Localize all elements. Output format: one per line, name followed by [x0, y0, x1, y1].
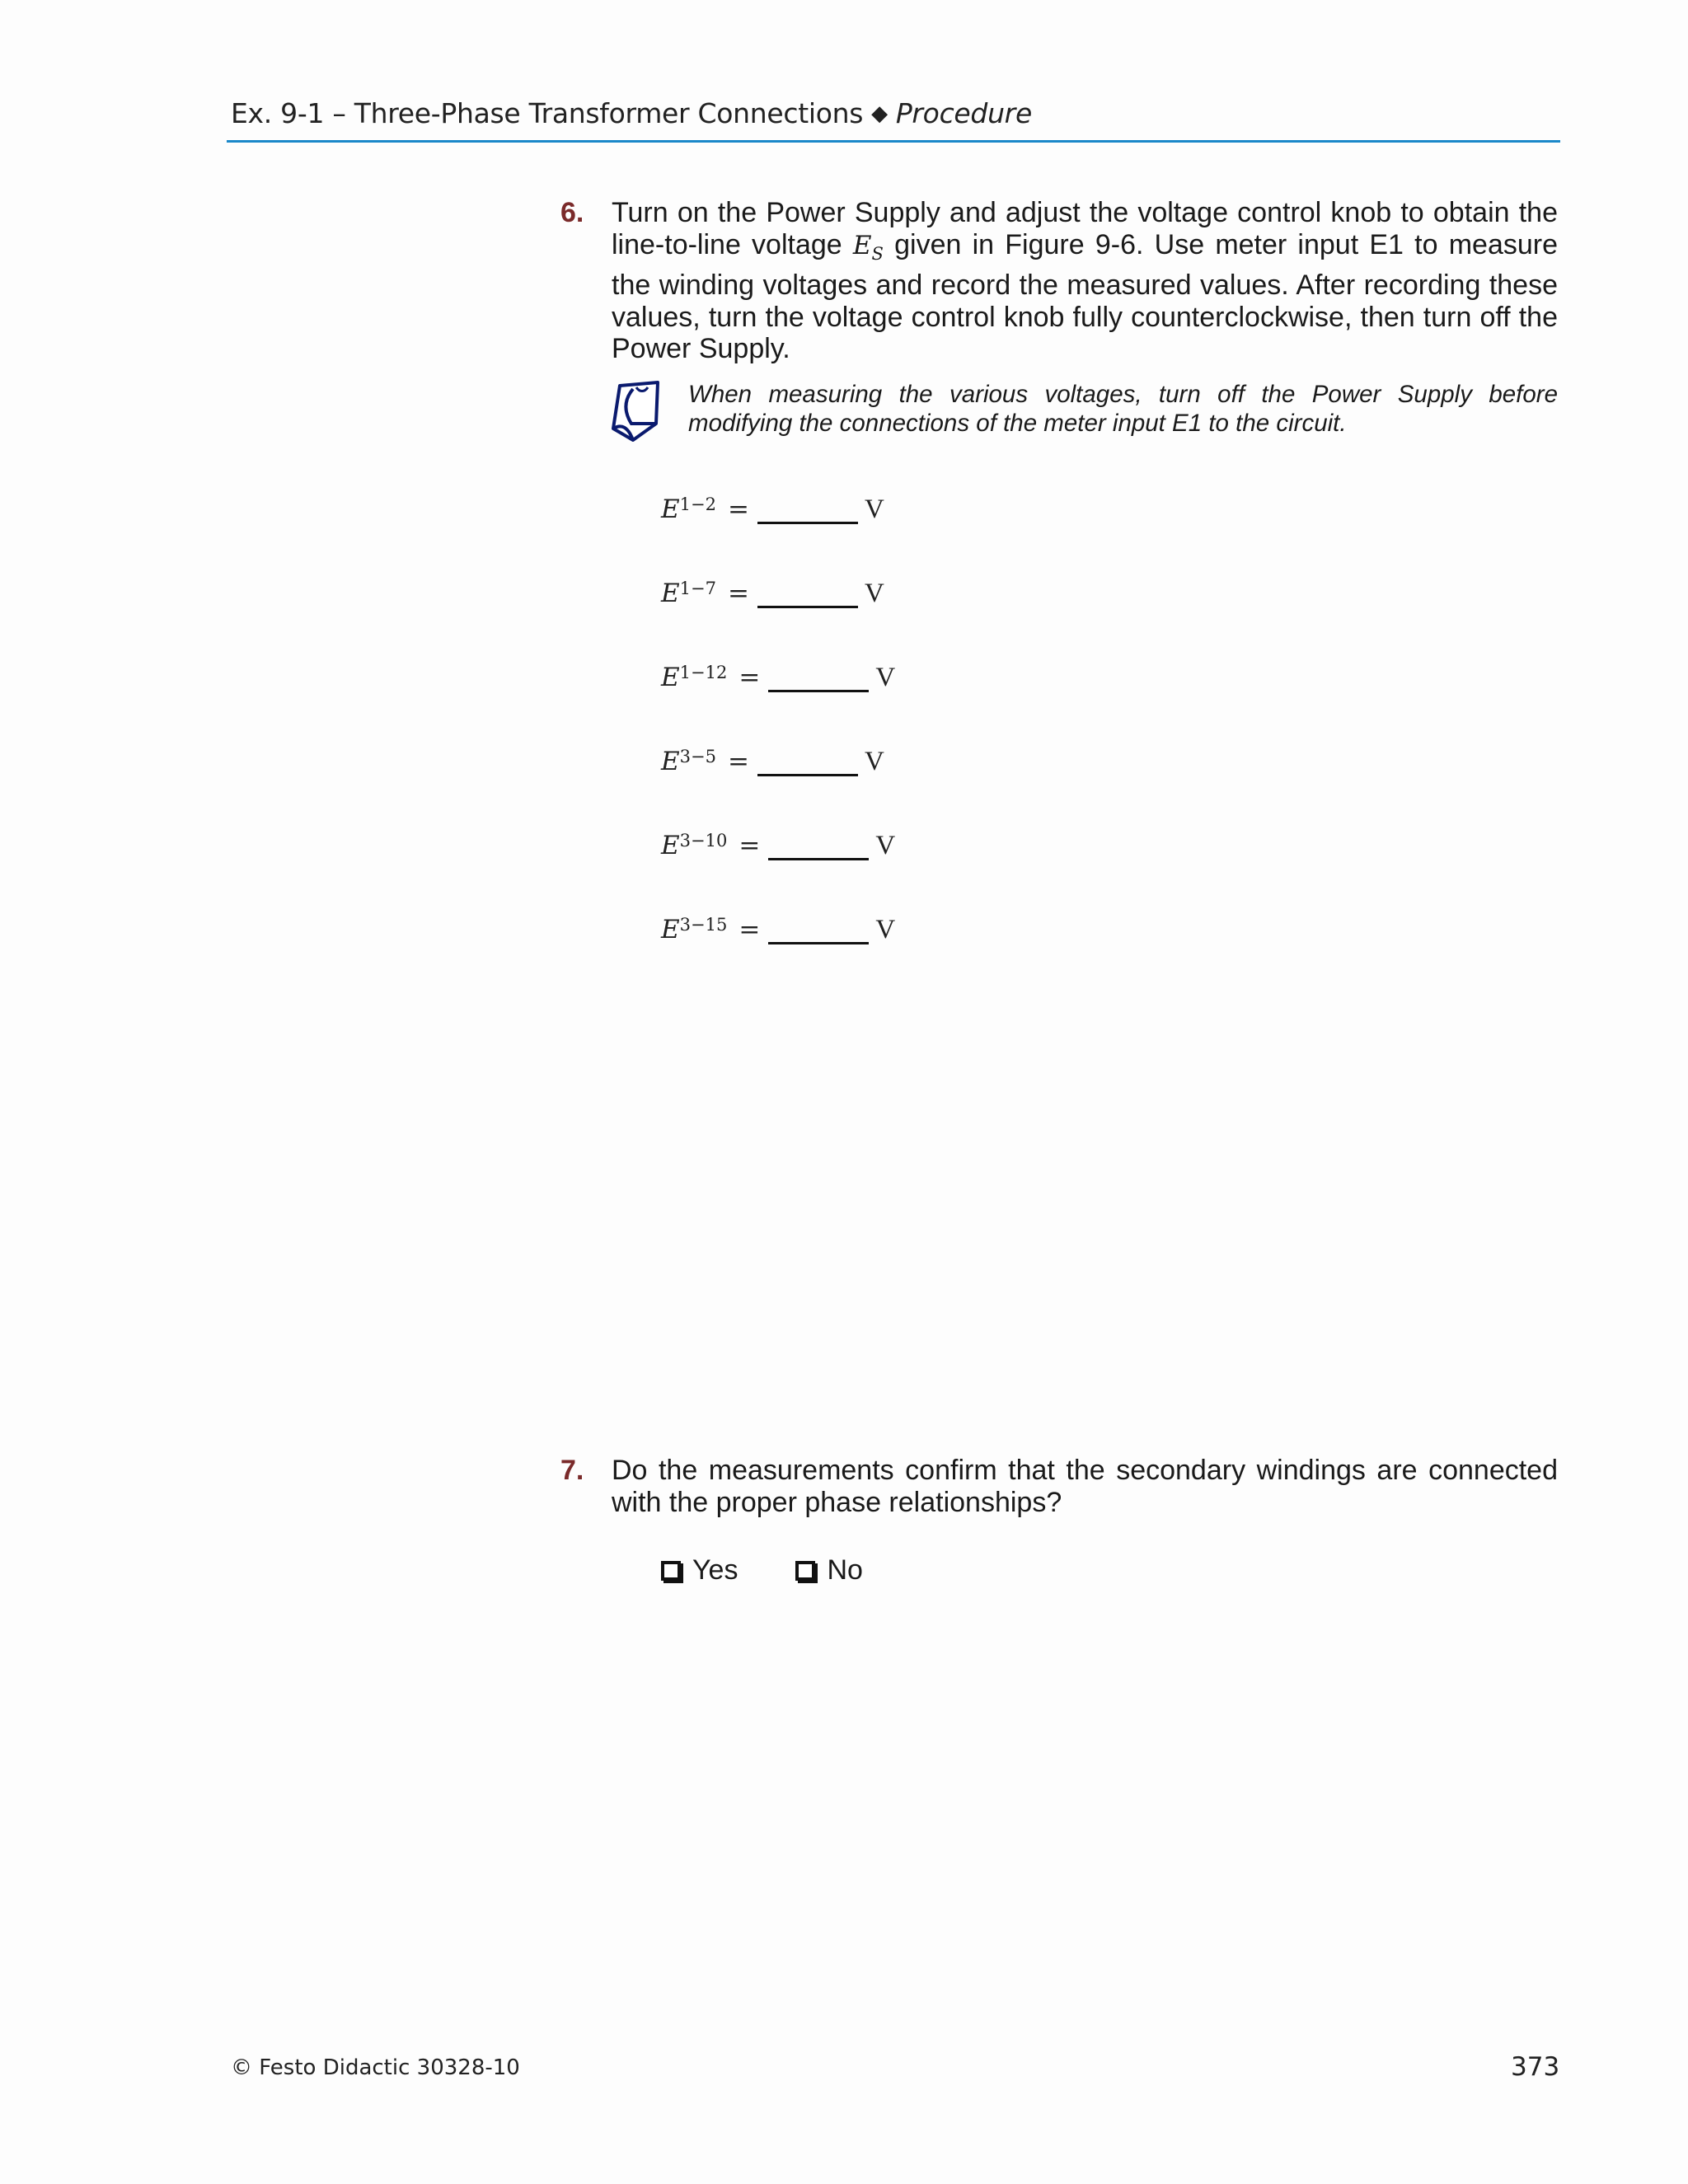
- answer-choices: [661, 1554, 921, 1586]
- step-7: [560, 1455, 1558, 1518]
- step-6: [560, 197, 1558, 365]
- footer-copyright: © Festo Didactic 30328-10: [231, 2055, 520, 2080]
- header-section: Ex. 9-1 – Three-Phase Transformer Connections: [231, 97, 864, 129]
- page-number: 373: [1511, 2052, 1560, 2082]
- note-pad-icon: [608, 381, 666, 443]
- answer-blank[interactable]: [757, 494, 858, 524]
- measurement-row: E 3−10 = V: [661, 831, 896, 860]
- voltage-symbol: $E_S$: [852, 230, 884, 264]
- step-number: 7.: [560, 1455, 584, 1486]
- measurement-row: E 3−15 = V: [661, 915, 896, 944]
- choice-label: Yes: [692, 1554, 738, 1586]
- answer-blank[interactable]: [757, 579, 858, 608]
- checkbox-icon[interactable]: [661, 1561, 681, 1581]
- measurement-row: E 1−7 = V: [661, 579, 884, 608]
- choice-label: No: [827, 1554, 863, 1586]
- answer-blank[interactable]: [757, 747, 858, 776]
- step-number: 6.: [560, 197, 584, 228]
- page-header: [231, 97, 1032, 129]
- step-text: Do the measurements confirm that the secondary windings are connected with the proper phase relationships?: [612, 1455, 1558, 1518]
- measurement-row: E 1−12 = V: [661, 663, 896, 692]
- note-text: When measuring the various voltages, turn off the Power Supply before modifying the connections of the meter input E1 to the circuit.: [688, 381, 1558, 437]
- step-text-before: Turn on the Power Supply and adjust the voltage control knob to obtain the line-to-line voltage: [612, 197, 1558, 260]
- answer-blank[interactable]: [768, 915, 869, 944]
- measurement-list: [661, 494, 895, 999]
- note-box: [608, 381, 1558, 438]
- checkbox-icon[interactable]: [795, 1561, 815, 1581]
- header-rule: [227, 140, 1560, 143]
- header-subsection: Procedure: [895, 97, 1032, 129]
- answer-blank[interactable]: [768, 663, 869, 692]
- step-text-after: given in Figure 9-6. Use meter input E1 to measure the winding voltages and record the measured values. After recording these values, turn the voltage control knob fully counterclockwise, then turn off the Power Supply.: [612, 228, 1558, 365]
- answer-blank[interactable]: [768, 831, 869, 860]
- choice-no[interactable]: [795, 1554, 862, 1586]
- choice-yes[interactable]: [661, 1554, 738, 1586]
- measurement-row: E 1−2 = V: [661, 494, 884, 524]
- measurement-row: E 3−5 = V: [661, 747, 884, 776]
- step-text: [612, 197, 1558, 365]
- header-diamond-icon: ◆: [871, 101, 888, 126]
